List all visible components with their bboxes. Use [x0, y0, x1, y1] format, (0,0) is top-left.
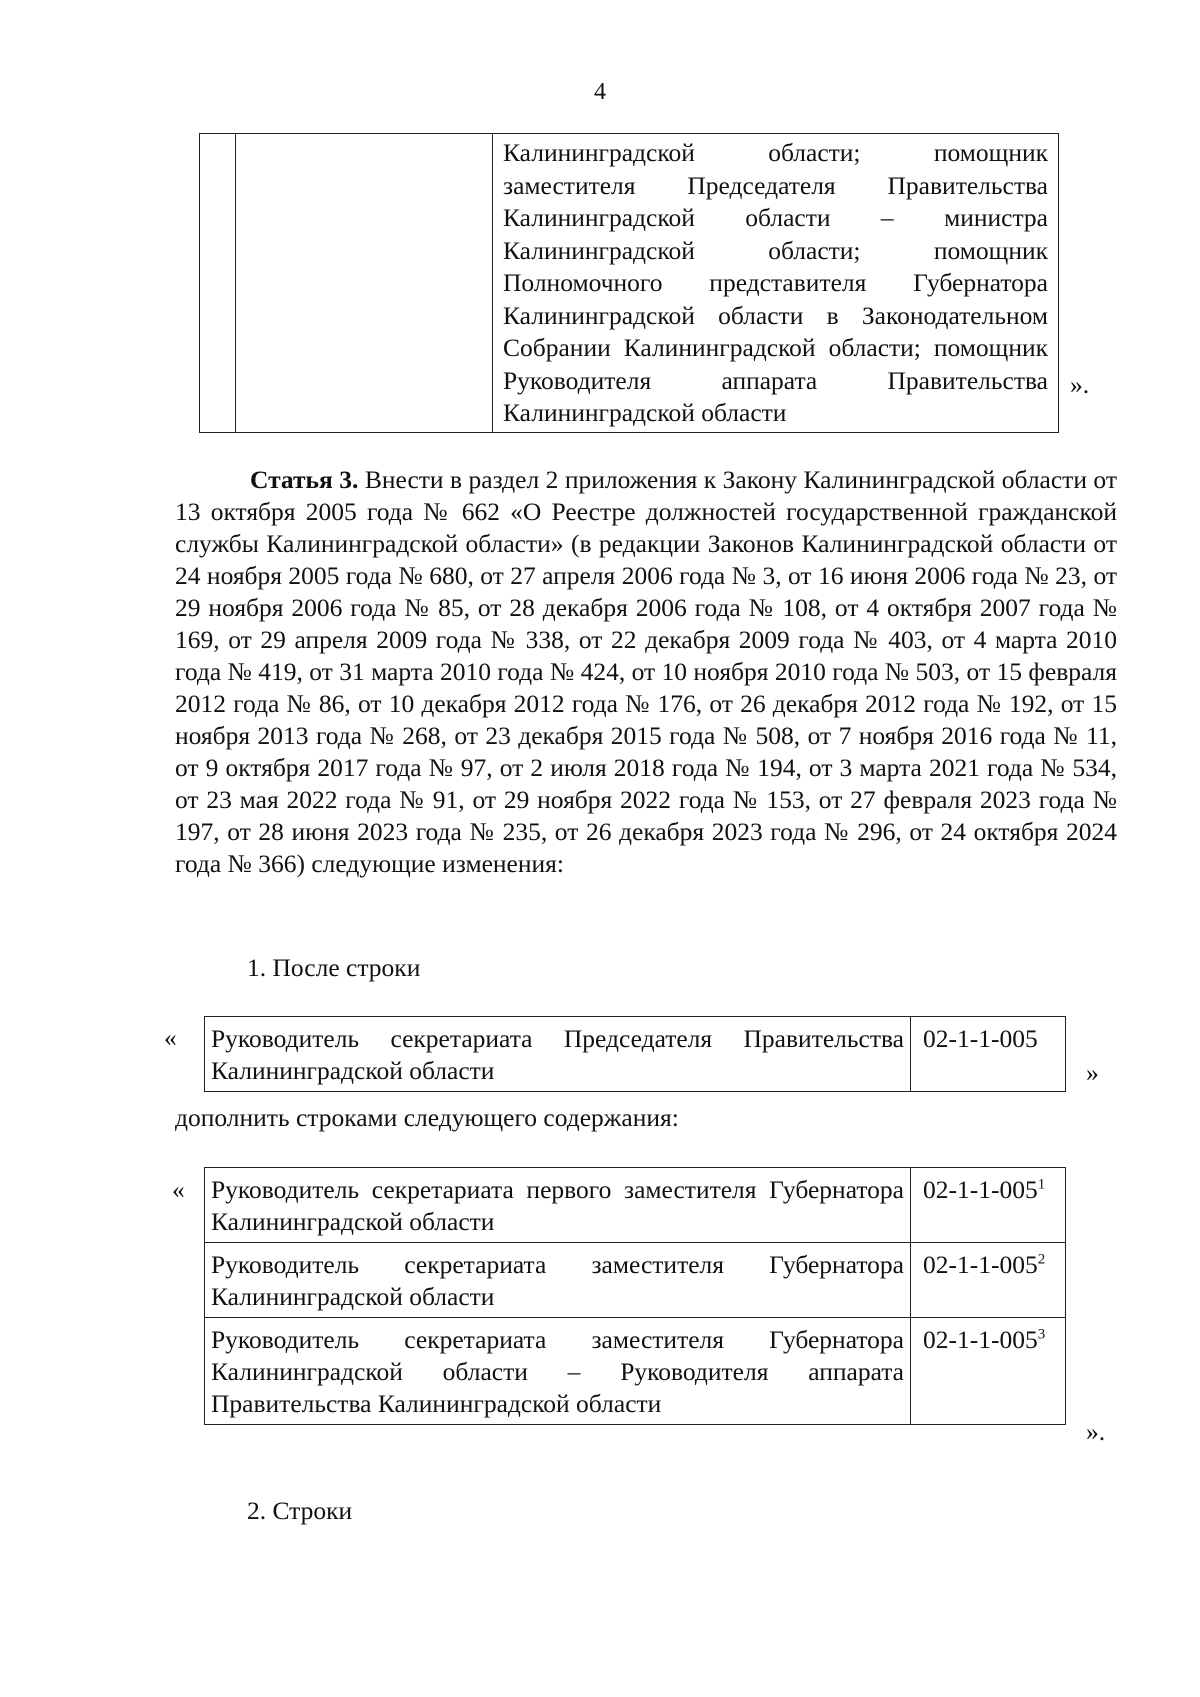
- position-list-cell: Калининградской области; помощник заместителя Председателя Правительства Калининградской области – министра Калининградской области; помощник Полномочного представителя Губернатора Калининградской области в Законодательном Собрании Калининградской области; помощник Руководителя аппарата Правительства Калининградской области: [493, 134, 1059, 433]
- item-2-label: 2. Строки: [247, 1496, 353, 1525]
- closing-quote: »: [1086, 1058, 1099, 1087]
- closing-quote: ».: [1070, 370, 1090, 399]
- closing-quote: ».: [1086, 1417, 1106, 1446]
- article-3: [175, 464, 1117, 880]
- position-name: Руководитель секретариата заместителя Губернатора Калининградской области – Руководителя аппарата Правительства Калининградской области: [205, 1318, 911, 1425]
- table-row: [205, 1168, 1066, 1243]
- article-text: Внести в раздел 2 приложения к Закону Калининградской области от 13 октября 2005 года № 662 «О Реестре должностей государственной гражданской службы Калининградской области» (в редакции Законов Калининградской области от 24 ноября 2005 года № 680, от 27 апреля 2006 года № 3, от 16 июня 2006 года № 23, от 29 ноября 2006 года № 85, от 28 декабря 2006 года № 108, от 4 октября 2007 года № 169, от 29 апреля 2009 года № 338, от 22 декабря 2009 года № 403, от 4 марта 2010 года № 419, от 31 марта 2010 года № 424, от 10 ноября 2010 года № 503, от 15 февраля 2012 года № 86, от 10 декабря 2012 года № 176, от 26 декабря 2012 года № 192, от 15 ноября 2013 года № 268, от 23 декабря 2015 года № 508, от 7 ноября 2016 года № 11, от 9 октября 2017 года № 97, от 2 июля 2018 года № 194, от 3 марта 2021 года № 534, от 23 мая 2022 года № 91, от 29 ноября 2022 года № 153, от 27 февраля 2023 года № 197, от 28 июня 2023 года № 235, от 26 декабря 2023 года № 296, от 24 октября 2024 года № 366) следующие изменения:: [175, 465, 1117, 878]
- opening-quote: «: [172, 1175, 185, 1204]
- opening-quote: «: [164, 1023, 177, 1052]
- position-code: 02-1-1-005: [911, 1017, 1066, 1092]
- article-heading: Статья 3.: [250, 465, 359, 494]
- position-name: Руководитель секретариата заместителя Губернатора Калининградской области: [205, 1243, 911, 1318]
- existing-row-table: [204, 1016, 1066, 1092]
- position-name: Руководитель секретариата первого заместителя Губернатора Калининградской области: [205, 1168, 911, 1243]
- new-rows-table: [204, 1167, 1066, 1425]
- supplement-text: дополнить строками следующего содержания:: [175, 1103, 679, 1132]
- position-code: $02-1-1-005^1$: [911, 1168, 1066, 1243]
- position-name: Руководитель секретариата Председателя Правительства Калининградской области: [205, 1017, 911, 1092]
- position-code: $02-1-1-005^3$: [911, 1318, 1066, 1425]
- item-1-label: 1. После строки: [247, 953, 421, 982]
- table-row: [205, 1243, 1066, 1318]
- table-row: [205, 1318, 1066, 1425]
- table-row: [200, 134, 1059, 433]
- empty-cell: [236, 134, 493, 433]
- position-code: $02-1-1-005^2$: [911, 1243, 1066, 1318]
- continuation-table: [199, 133, 1059, 433]
- page-number: 4: [594, 79, 606, 105]
- empty-cell: [200, 134, 236, 433]
- table-row: [205, 1017, 1066, 1092]
